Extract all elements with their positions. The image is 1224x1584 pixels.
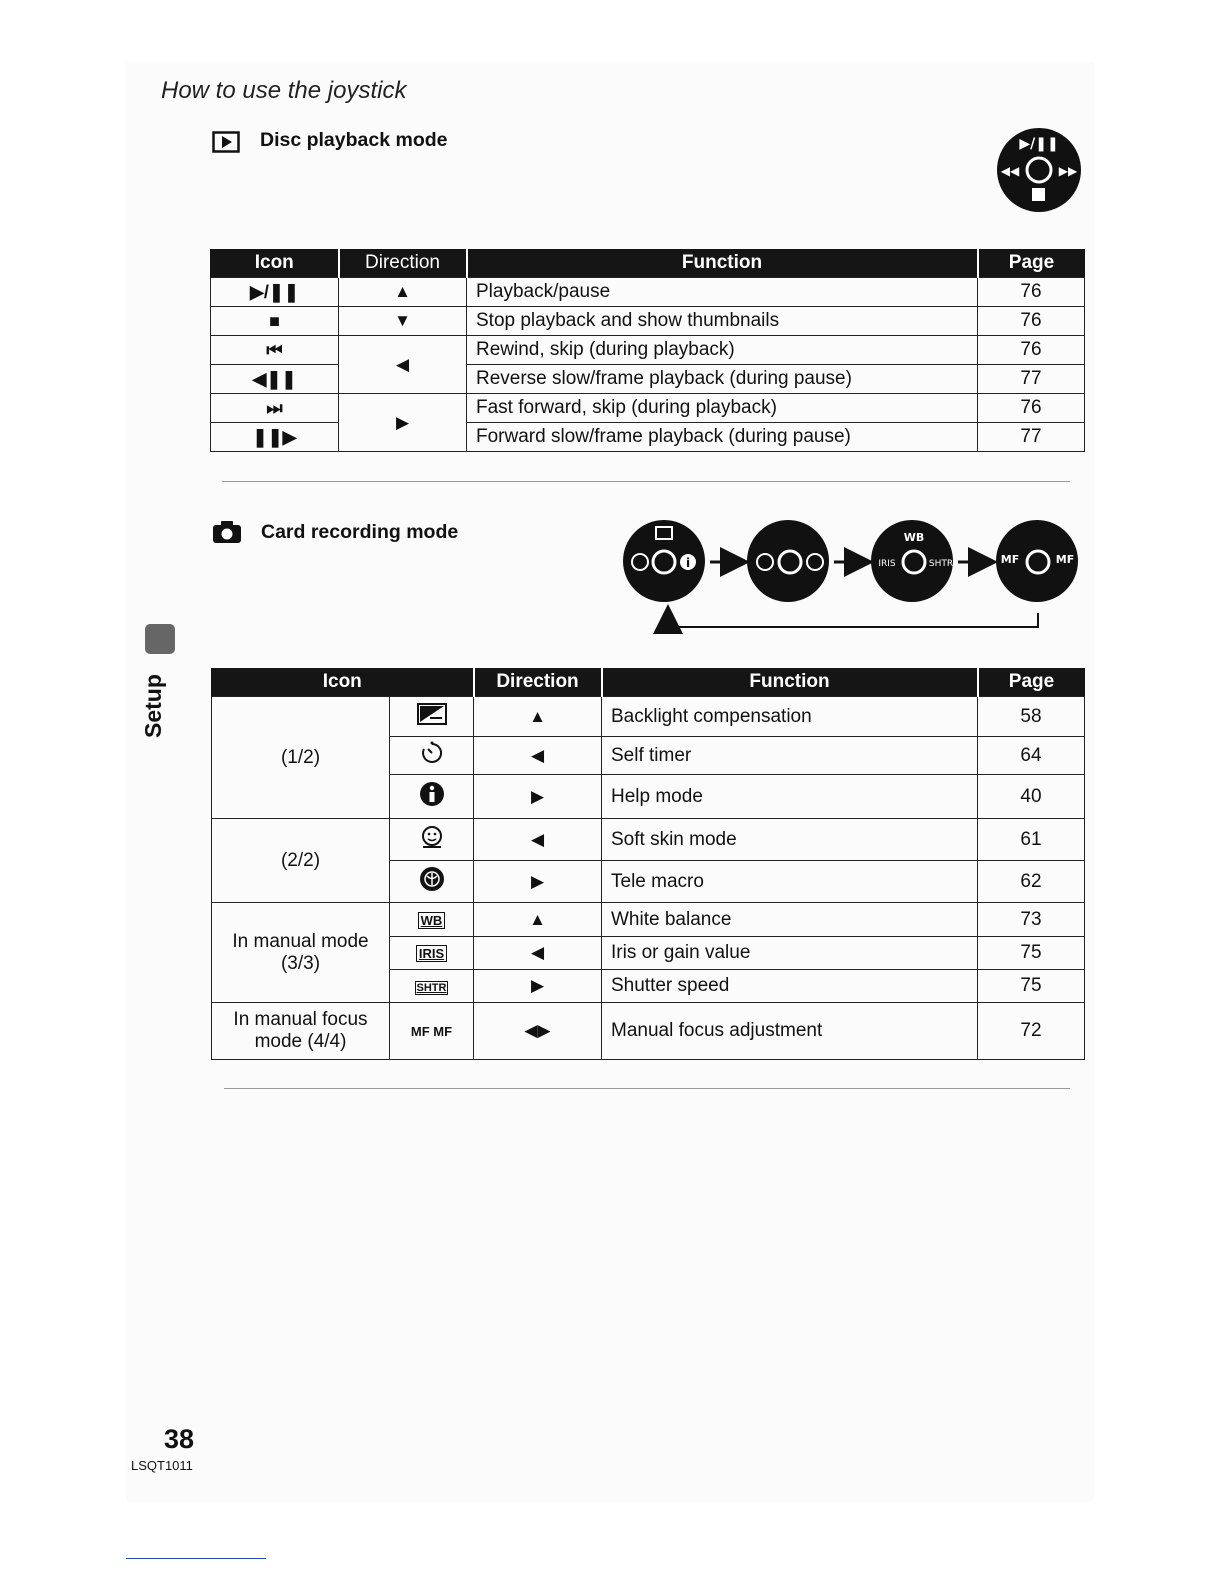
function-cell: Forward slow/frame playback (during pause): [467, 423, 978, 452]
iris-icon-label: IRIS: [416, 945, 447, 962]
direction-cell: ◀▶: [474, 1003, 602, 1060]
page-cell: 62: [978, 861, 1085, 903]
table-row: [211, 394, 1085, 423]
direction-cell: ▲: [474, 903, 602, 937]
function-cell: Manual focus adjustment: [602, 1003, 978, 1060]
function-cell: White balance: [602, 903, 978, 937]
joystick-disc-icon: [995, 126, 1083, 214]
table-row: [211, 336, 1085, 365]
tele-macro-icon: [390, 861, 474, 903]
col-header-page: Page: [978, 668, 1085, 697]
page-cell: 40: [978, 775, 1085, 819]
card-section-title: Card recording mode: [261, 521, 459, 543]
bottom-rule: [126, 1558, 266, 1559]
col-header-function: Function: [467, 249, 978, 278]
direction-cell: ▶: [474, 861, 602, 903]
page-cell: 76: [978, 307, 1085, 336]
col-header-direction: Direction: [339, 249, 467, 278]
camera-icon: [212, 520, 242, 544]
white-balance-icon-label: WB: [418, 912, 446, 929]
page-cell: 77: [978, 423, 1085, 452]
function-cell: Playback/pause: [467, 278, 978, 307]
function-cell: Self timer: [602, 737, 978, 775]
svg-text:IRIS: IRIS: [878, 559, 896, 569]
group-label: In manual focus mode (4/4): [212, 1003, 390, 1060]
function-cell: Reverse slow/frame playback (during pause): [467, 365, 978, 394]
svg-text:MF: MF: [1000, 553, 1020, 566]
fast-forward-skip-icon: ⏭: [211, 394, 339, 423]
page-cell: 73: [978, 903, 1085, 937]
direction-cell: ◀: [474, 819, 602, 861]
direction-cell: ▶: [339, 394, 467, 452]
col-header-icon: Icon: [211, 249, 339, 278]
white-balance-icon: [390, 903, 474, 937]
manual-focus-icon: [390, 1003, 474, 1060]
table-row: [212, 903, 1085, 937]
page-cell: 61: [978, 819, 1085, 861]
table-row: [211, 307, 1085, 336]
direction-cell: ▶: [474, 775, 602, 819]
svg-text:WB: WB: [903, 531, 925, 544]
page-cell: 76: [978, 394, 1085, 423]
function-cell: Backlight compensation: [602, 697, 978, 737]
svg-text:▶/❚❚: ▶/❚❚: [1019, 136, 1059, 152]
self-timer-icon: [390, 737, 474, 775]
direction-cell: ◀: [339, 336, 467, 394]
section-tab-marker: [145, 624, 175, 654]
group-label: In manual mode (3/3): [212, 903, 390, 1003]
disc-playback-table: [210, 249, 1085, 452]
table-row: [212, 1003, 1085, 1060]
play-pause-icon: ▶/❚❚: [211, 278, 339, 307]
stop-icon: ■: [211, 307, 339, 336]
direction-cell: ▲: [339, 278, 467, 307]
direction-cell: ▶: [474, 970, 602, 1003]
function-cell: Tele macro: [602, 861, 978, 903]
col-header-direction: Direction: [474, 668, 602, 697]
joystick-page-3-icon: [871, 520, 953, 602]
disc-playback-icon: [212, 131, 240, 153]
page-cell: 76: [978, 278, 1085, 307]
direction-cell: ◀: [474, 737, 602, 775]
svg-text:i: i: [685, 556, 691, 570]
joystick-page-1-icon: [623, 520, 705, 602]
page-cell: 76: [978, 336, 1085, 365]
section-side-label: Setup: [140, 674, 166, 738]
joystick-page-2-icon: [747, 520, 829, 602]
group-label: (2/2): [212, 819, 390, 903]
function-cell: Stop playback and show thumbnails: [467, 307, 978, 336]
disc-section-title: Disc playback mode: [260, 129, 448, 151]
svg-text:MF: MF: [1055, 553, 1075, 566]
function-cell: Iris or gain value: [602, 937, 978, 970]
function-cell: Shutter speed: [602, 970, 978, 1003]
section-divider: [222, 481, 1070, 482]
table-row: [212, 819, 1085, 861]
shutter-icon: [390, 970, 474, 1003]
page-header: How to use the joystick: [161, 77, 407, 104]
direction-cell: ◀: [474, 937, 602, 970]
table-row: [211, 278, 1085, 307]
direction-cell: ▼: [339, 307, 467, 336]
joystick-sequence-diagram: [620, 515, 1090, 635]
page-cell: 64: [978, 737, 1085, 775]
shutter-icon-label: SHTR: [416, 982, 447, 994]
reverse-slow-icon: ◀❚❚: [211, 365, 339, 394]
function-cell: Fast forward, skip (during playback): [467, 394, 978, 423]
manual-focus-icon-label: MF MF: [410, 1024, 453, 1039]
page-cell: 72: [978, 1003, 1085, 1060]
svg-text:▶▶: ▶▶: [1058, 164, 1078, 178]
function-cell: Rewind, skip (during playback): [467, 336, 978, 365]
card-recording-table: [211, 668, 1085, 1060]
iris-icon: [390, 937, 474, 970]
soft-skin-icon: [390, 819, 474, 861]
rewind-skip-icon: ⏮: [211, 336, 339, 365]
forward-slow-icon: ❚❚▶: [211, 423, 339, 452]
table-row: [212, 697, 1085, 737]
col-header-function: Function: [602, 668, 978, 697]
function-cell: Soft skin mode: [602, 819, 978, 861]
function-cell: Help mode: [602, 775, 978, 819]
page-cell: 75: [978, 937, 1085, 970]
page-cell: 77: [978, 365, 1085, 394]
col-header-icon: Icon: [212, 668, 474, 697]
col-header-page: Page: [978, 249, 1085, 278]
page-cell: 75: [978, 970, 1085, 1003]
model-number: LSQT1011: [131, 1458, 193, 1473]
backlight-icon: [390, 697, 474, 737]
page-cell: 58: [978, 697, 1085, 737]
group-label: (1/2): [212, 697, 390, 819]
section-divider: [224, 1088, 1070, 1089]
page-number: 38: [164, 1424, 195, 1454]
joystick-page-4-icon: [996, 520, 1078, 602]
svg-text:SHTR: SHTR: [928, 559, 954, 569]
help-icon: [390, 775, 474, 819]
svg-text:◀◀: ◀◀: [1000, 164, 1020, 178]
direction-cell: ▲: [474, 697, 602, 737]
